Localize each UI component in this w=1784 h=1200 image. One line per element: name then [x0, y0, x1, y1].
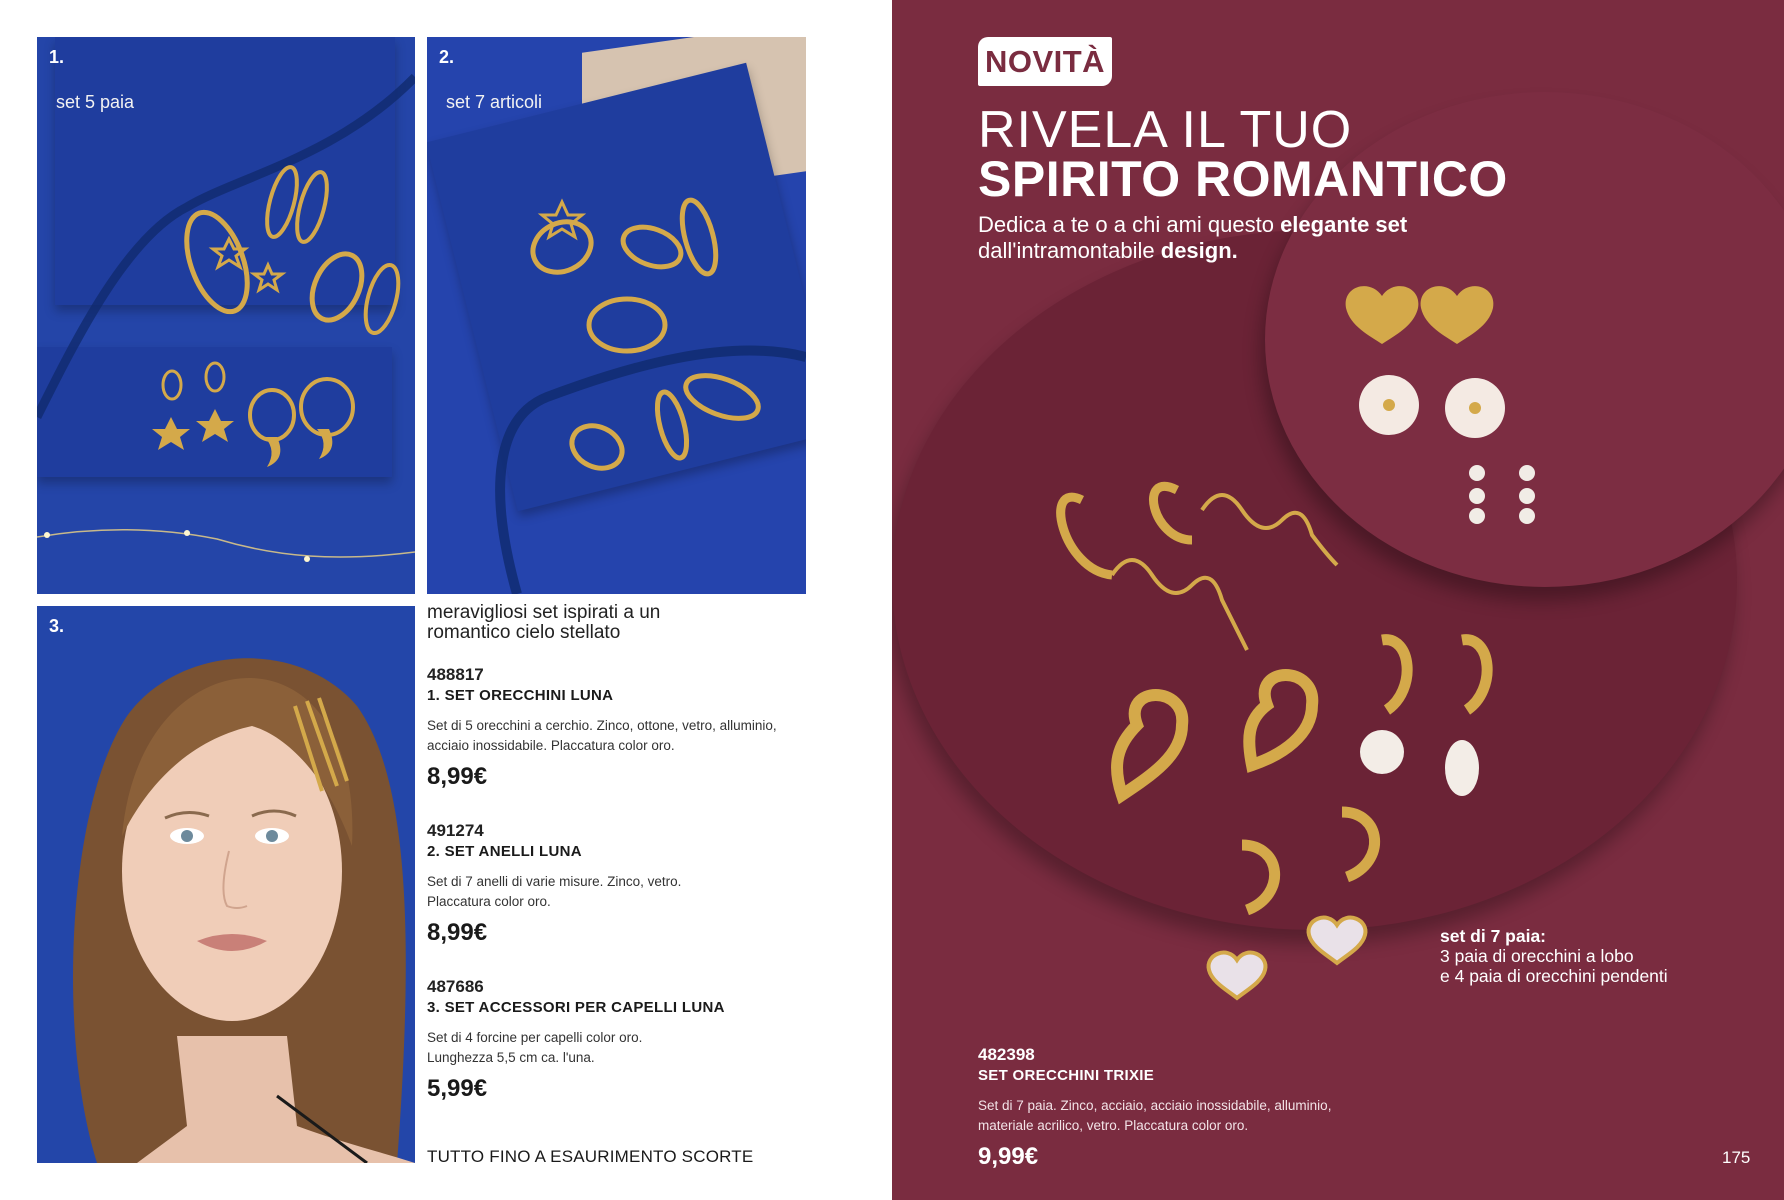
right-page — [892, 0, 1784, 1200]
product-name: 1. SET ORECCHINI LUNA — [427, 687, 614, 704]
subhead-text: Dedica a te o a chi ami questo — [978, 212, 1281, 237]
product-code: 482398 — [978, 1045, 1035, 1064]
subhead-emphasis: design. — [1160, 238, 1238, 263]
earrings-illustration — [37, 37, 415, 594]
product-description: Set di 5 orecchini a cerchio. Zinco, ottone, vetro, alluminio, acciaio inossidabile. Placcatura color oro. — [427, 718, 777, 753]
product-code: 491274 — [427, 821, 484, 840]
photo-rings-luna — [427, 37, 806, 594]
product-description: Set di 7 paia. Zinco, acciaio, acciaio inossidabile, alluminio, materiale acrilico, vetro. Placcatura color oro. — [978, 1098, 1332, 1133]
product-item — [427, 821, 827, 947]
stock-note: TUTTO FINO A ESAURIMENTO SCORTE — [427, 1147, 754, 1166]
product-name: 2. SET ANELLI LUNA — [427, 843, 582, 860]
product-list — [427, 603, 827, 1167]
product-name: 3. SET ACCESSORI PER CAPELLI LUNA — [427, 999, 725, 1016]
product-item — [978, 1045, 1358, 1171]
product-item — [427, 977, 827, 1103]
rings-illustration — [427, 37, 806, 594]
product-price: 8,99€ — [427, 919, 488, 946]
product-item — [427, 665, 827, 791]
page-number: 175 — [1722, 1148, 1751, 1167]
model-portrait — [37, 606, 415, 1163]
product-price: 8,99€ — [427, 763, 488, 790]
photo-hair-accessories-model — [37, 606, 415, 1163]
photo-caption: set 5 paia — [56, 92, 135, 112]
new-badge: NOVITÀ — [978, 37, 1112, 86]
set-note-line: e 4 paia di orecchini pendenti — [1440, 966, 1668, 986]
set-note-line: 3 paia di orecchini a lobo — [1440, 946, 1634, 966]
headline-line-1: RIVELA IL TUO — [978, 101, 1353, 159]
photo-caption: set 7 articoli — [446, 92, 543, 112]
subhead-text: dall'intramontabile — [978, 238, 1161, 263]
headline-line-2: SPIRITO ROMANTICO — [978, 151, 1508, 207]
subheadline — [978, 212, 1498, 264]
product-description: Set di 7 anelli di varie misure. Zinco, vetro. Placcatura color oro. — [427, 874, 682, 909]
subhead-emphasis: elegante set — [1280, 212, 1408, 237]
product-code: 488817 — [427, 665, 484, 684]
photo-earrings-luna — [37, 37, 415, 594]
photo-number: 2. — [439, 47, 455, 67]
set-note-title: set di 7 paia: — [1440, 926, 1547, 946]
intro-text: meravigliosi set ispirati a un romantico cielo stellato — [427, 602, 661, 643]
product-price: 5,99€ — [427, 1075, 488, 1102]
product-description: Set di 4 forcine per capelli color oro. Lunghezza 5,5 cm ca. l'una. — [427, 1030, 643, 1065]
photo-number: 3. — [49, 616, 65, 636]
photo-number: 1. — [49, 47, 65, 67]
product-price: 9,99€ — [978, 1143, 1039, 1170]
set-contents-note — [1440, 926, 1668, 986]
product-name: SET ORECCHINI TRIXIE — [978, 1067, 1155, 1084]
product-code: 487686 — [427, 977, 484, 996]
